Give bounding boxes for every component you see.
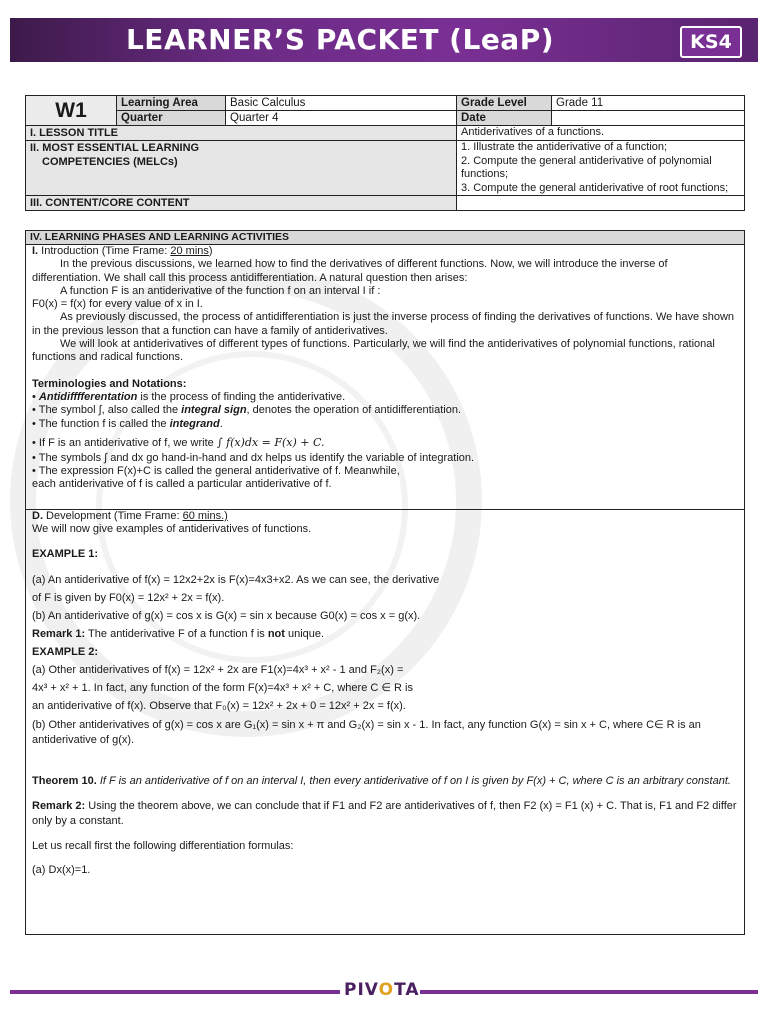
melc-item: 3. Compute the general antiderivative of root functions; [461,181,729,194]
phases-title: IV. LEARNING PHASES AND LEARNING ACTIVITIES [26,231,744,245]
melc-item: 1. Illustrate the antiderivative of a function; [461,141,668,153]
example-1-heading: EXAMPLE 1: [32,547,99,560]
content-label: III. CONTENT/CORE CONTENT [26,196,457,211]
term-item: • If F is an antiderivative of f, we write ∫ f(x)dx = F(x) + C. [32,435,325,449]
term-item: • The function f is called the integrand. [32,417,223,430]
intro-heading: I. Introduction (Time Frame: 20 mins) [32,245,213,257]
theorem-10: Theorem 10. If F is an antiderivative of f on an interval I, then every antiderivative of f on I is given by F(x) + C, where C is an arbitrary constant. [32,774,731,787]
term-item: • Antidifffferentation is the process of finding the antiderivative. [32,390,346,403]
melc-item: 2. Compute the general antiderivative of polynomial functions; [461,154,712,180]
header-banner [10,18,758,62]
example-text: of F is given by F0(x) = 12x² + 2x = f(x). [32,591,225,604]
development-section [26,510,744,879]
footer-line [420,990,758,994]
example-text: (b) Other antiderivatives of g(x) = cos x are G₁(x) = sin x + π and G₂(x) = sin x - 1. In fact, any function G(x) = sin x + C, where C∈ R is an antiderivative of g(x). [32,718,701,746]
formula-item: (a) Dx(x)=1. [32,863,91,876]
melc-label [26,141,457,196]
ks-badge: KS4 [680,26,742,58]
recall-text: Let us recall first the following differentiation formulas: [32,839,294,852]
term-item: • The symbol ∫, also called the integral sign, denotes the operation of antidifferentiation. [32,404,461,417]
grade-level-value: Grade 11 [552,96,745,111]
intro-paragraph: We will look at antiderivatives of different types of functions. Particularly, we will find the antiderivatives of polynomial functions, rational functions and radical functions. [32,338,715,364]
intro-definition-formula: F0(x) = f(x) for every value of x in I. [32,298,203,311]
grade-level-label: Grade Level [457,96,552,111]
learning-area-value: Basic Calculus [226,96,457,111]
devel-intro: We will now give examples of antiderivatives of functions. [32,523,312,536]
learning-area-label: Learning Area [117,96,226,111]
date-label: Date [457,111,552,126]
lesson-title-value: Antiderivatives of a functions. [457,126,745,141]
quarter-value: Quarter 4 [226,111,457,126]
introduction-section [26,245,744,510]
example-text: 4x³ + x² + 1. In fact, any function of the form F(x)=4x³ + x² + C, where C ∈ R is [32,681,413,694]
intro-definition: A function F is an antiderivative of the function f on an interval I if : [60,284,381,297]
terms-heading: Terminologies and Notations: [32,377,187,390]
intro-paragraph: In the previous discussions, we learned how to find the derivatives of different functions. Now, we will introduce the inverse of differentiation. We shall call this process antidifferentiation. A natural question then arises: [32,258,668,284]
content-value [457,196,745,211]
lesson-info-table [25,95,745,211]
melc-list [457,141,745,196]
packet-title: LEARNER’S PACKET (LeaP) [125,23,555,56]
footer-line [10,990,340,994]
quarter-label: Quarter [117,111,226,126]
example-text: (a) Other antiderivatives of f(x) = 12x² + 2x are F1(x)=4x³ + x² - 1 and F₂(x) = [32,663,404,676]
example-text: an antiderivative of f(x). Observe that F₀(x) = 12x² + 2x + 0 = 12x² + 2x = f(x). [32,699,406,712]
remark-1: Remark 1: The antiderivative F of a function f is not unique. [32,627,325,640]
devel-heading: D. Development (Time Frame: 60 mins.) [32,510,228,522]
lesson-title-label: I. LESSON TITLE [26,126,457,141]
pivot-logo: PIVOTA [344,980,420,1000]
intro-paragraph: As previously discussed, the process of antidifferentiation is just the inverse process of finding the derivatives of functions. We have shown in the previous lesson that a function can have a family of antiderivatives. [32,311,735,337]
example-2-heading: EXAMPLE 2: [32,645,99,658]
melc-label-line2: COMPETENCIES (MELCs) [42,156,178,168]
term-item: • The symbols ∫ and dx go hand-in-hand and dx helps us identify the variable of integration. [32,451,475,464]
remark-2: Remark 2: Using the theorem above, we can conclude that if F1 and F2 are antiderivatives of f, then F2 (x) = F1 (x) + C. That is, F1 and F2 differ only by a constant. [32,799,737,827]
date-value [552,111,745,126]
term-item: • The expression F(x)+C is called the general antiderivative of f. Meanwhile, [32,465,400,478]
example-text: (b) An antiderivative of g(x) = cos x is G(x) = sin x because G0(x) = cos x = g(x). [32,609,421,622]
melc-label-line1: II. MOST ESSENTIAL LEARNING [30,142,200,154]
term-item: each antiderivative of f is called a particular antiderivative of f. [32,478,332,491]
week-label: W1 [26,96,117,126]
learning-phases-box [25,230,745,935]
example-text: (a) An antiderivative of f(x) = 12x2+2x is F(x)=4x3+x2. As we can see, the derivative [32,573,440,586]
